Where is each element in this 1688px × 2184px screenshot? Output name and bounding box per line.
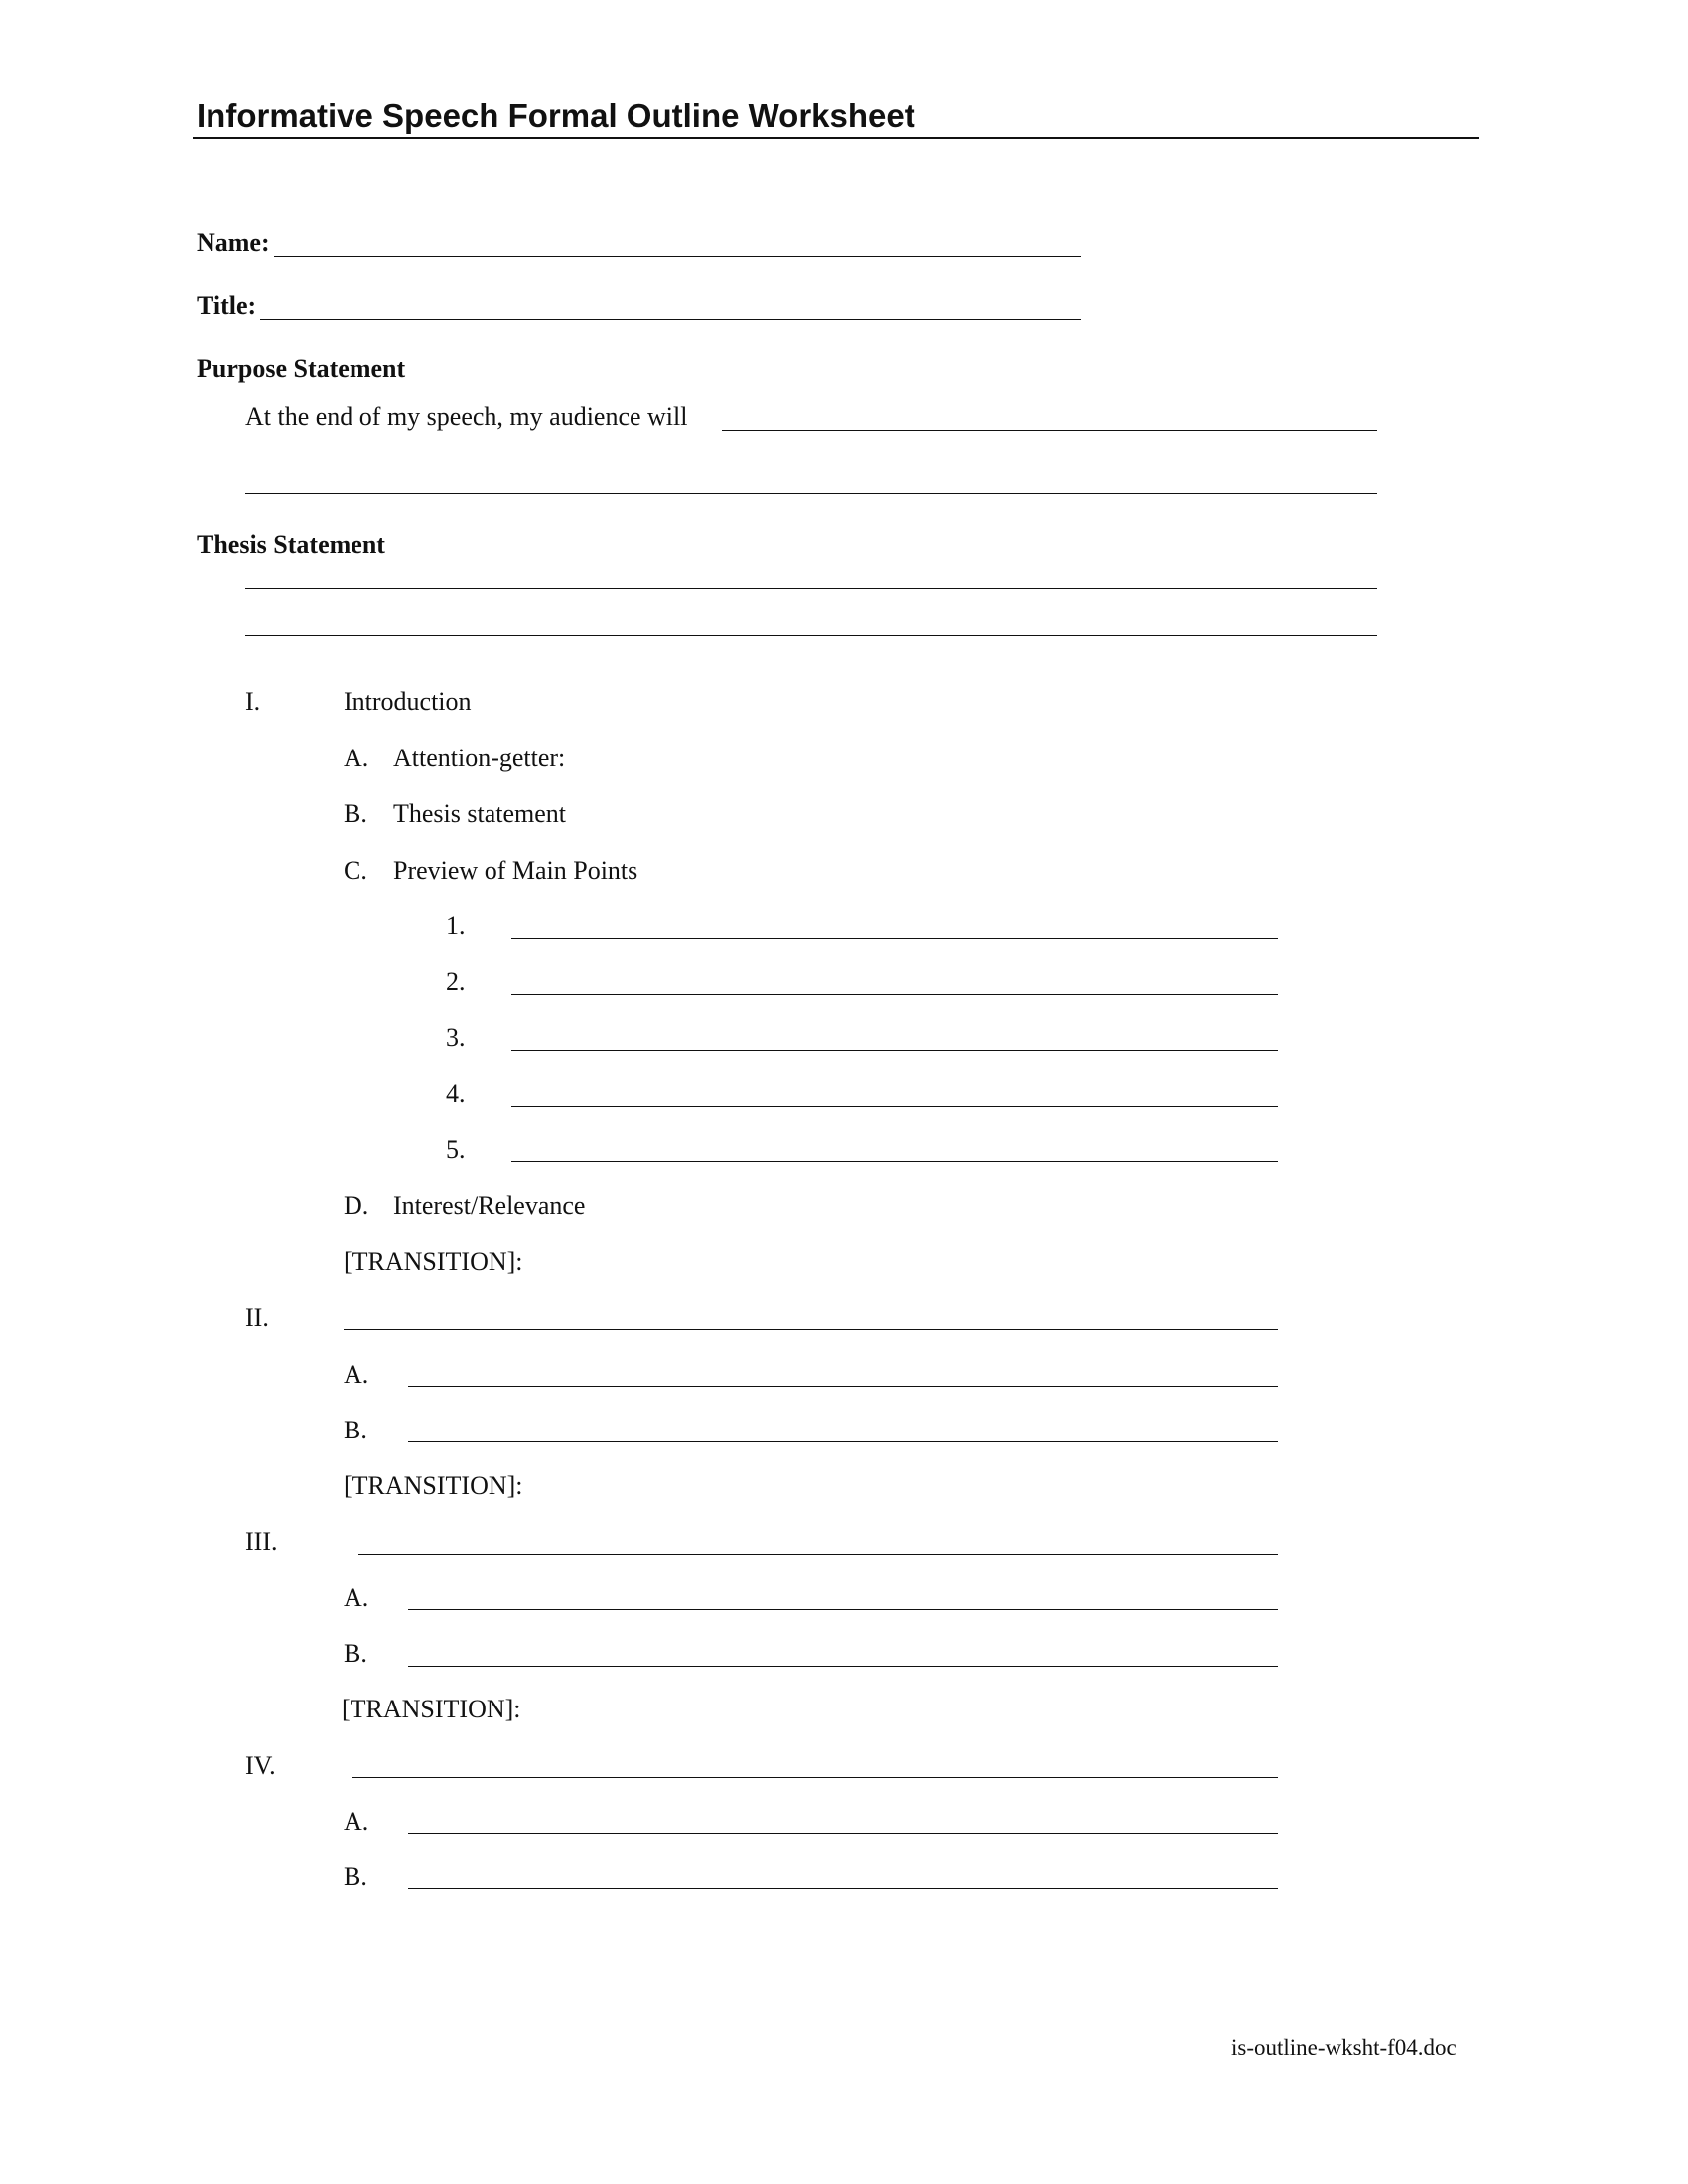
thesis-heading: Thesis Statement (197, 530, 385, 559)
numeral-iii: III. (245, 1527, 278, 1556)
subpoint-ii-a-line[interactable] (408, 1386, 1278, 1387)
transition-label: [TRANSITION]: (344, 1471, 523, 1500)
document-title: Informative Speech Formal Outline Worksheet (197, 97, 915, 134)
introduction-label: Introduction (344, 687, 472, 716)
preview-point-line-4[interactable] (511, 1106, 1278, 1107)
footer-filename: is-outline-wksht-f04.doc (1231, 2035, 1457, 2060)
preview-point-line-1[interactable] (511, 938, 1278, 939)
letter-d: D. (344, 1191, 369, 1220)
numeral-i: I. (245, 687, 261, 716)
letter-a: A. (344, 1583, 369, 1612)
preview-point-number: 5. (446, 1135, 466, 1163)
numeral-iv: IV. (245, 1751, 276, 1780)
thesis-statement-label: Thesis statement (393, 799, 567, 828)
preview-point-number: 3. (446, 1024, 466, 1052)
purpose-prompt: At the end of my speech, my audience will (245, 402, 688, 431)
preview-main-points-label: Preview of Main Points (393, 856, 638, 885)
name-label: Name: (197, 228, 270, 257)
letter-b: B. (344, 1639, 367, 1668)
purpose-line-2[interactable] (245, 493, 1377, 494)
letter-c: C. (344, 856, 367, 885)
title-label: Title: (197, 291, 257, 320)
preview-point-line-5[interactable] (511, 1161, 1278, 1162)
numeral-ii: II. (245, 1303, 269, 1332)
thesis-line-1[interactable] (245, 588, 1377, 589)
main-point-iv-line[interactable] (352, 1777, 1278, 1778)
attention-getter-label: Attention-getter: (393, 744, 566, 772)
transition-label: [TRANSITION]: (342, 1695, 521, 1723)
main-point-iii-line[interactable] (358, 1554, 1278, 1555)
letter-a: A. (344, 1360, 369, 1389)
subpoint-iii-b-line[interactable] (408, 1666, 1278, 1667)
title-rule (193, 137, 1479, 139)
subpoint-iii-a-line[interactable] (408, 1609, 1278, 1610)
letter-a: A. (344, 1807, 369, 1836)
thesis-line-2[interactable] (245, 635, 1377, 636)
subpoint-iv-a-line[interactable] (408, 1833, 1278, 1834)
letter-b: B. (344, 1416, 367, 1444)
preview-point-number: 1. (446, 911, 466, 940)
title-field-line[interactable] (260, 319, 1081, 320)
purpose-heading: Purpose Statement (197, 354, 406, 383)
letter-b: B. (344, 799, 367, 828)
transition-label: [TRANSITION]: (344, 1247, 523, 1276)
preview-point-line-3[interactable] (511, 1050, 1278, 1051)
preview-point-number: 2. (446, 967, 466, 996)
main-point-ii-line[interactable] (344, 1329, 1278, 1330)
letter-b: B. (344, 1862, 367, 1891)
subpoint-ii-b-line[interactable] (408, 1441, 1278, 1442)
preview-point-line-2[interactable] (511, 994, 1278, 995)
subpoint-iv-b-line[interactable] (408, 1888, 1278, 1889)
preview-point-number: 4. (446, 1079, 466, 1108)
purpose-line-1[interactable] (722, 430, 1377, 431)
letter-a: A. (344, 744, 369, 772)
interest-relevance-label: Interest/Relevance (393, 1191, 586, 1220)
name-field-line[interactable] (274, 256, 1081, 257)
